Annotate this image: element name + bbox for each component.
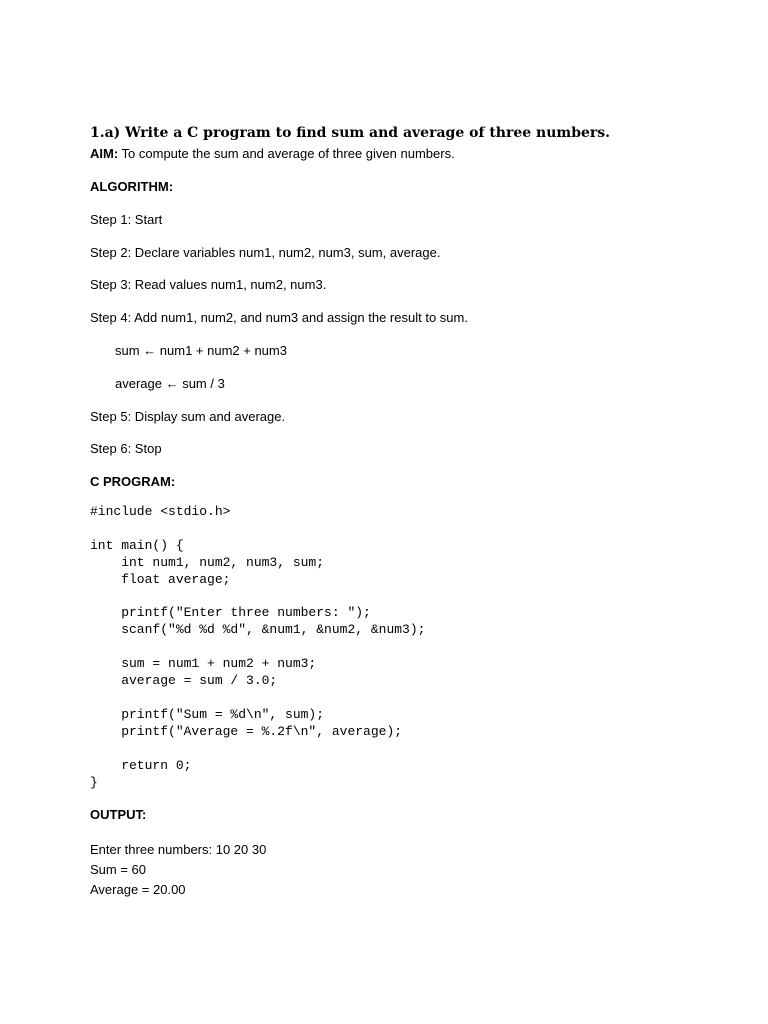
algorithm-step-6: Step 6: Stop xyxy=(90,441,162,456)
aim-paragraph xyxy=(90,146,455,162)
formula-sum: sum ← num1 + num2 + num3 xyxy=(115,343,287,358)
algorithm-heading: ALGORITHM: xyxy=(90,179,174,194)
aim-label: AIM: xyxy=(90,146,119,161)
output-line: Sum = 60 xyxy=(90,862,147,877)
algorithm-step-2: Step 2: Declare variables num1, num2, num3, sum, average. xyxy=(90,245,441,260)
program-heading: C PROGRAM: xyxy=(90,474,176,489)
algorithm-step-5: Step 5: Display sum and average. xyxy=(90,409,286,424)
algorithm-step-4: Step 4: Add num1, num2, and num3 and assign the result to sum. xyxy=(90,310,468,325)
algorithm-step-1: Step 1: Start xyxy=(90,212,163,227)
output-line: Enter three numbers: 10 20 30 xyxy=(90,842,267,857)
output-heading: OUTPUT: xyxy=(90,807,147,822)
algorithm-step-3: Step 3: Read values num1, num2, num3. xyxy=(90,277,327,292)
code-block: #include <stdio.h> int main() { int num1, num2, num3, sum; float average; printf("Enter three numbers: "); scanf("%d %d %d", &num1, &num2, &num3); sum = num1 + num2 + num3; average = sum / 3.0; printf("Sum = %d\n", sum); printf("Average = %.2f\n", average); return 0; } xyxy=(90,504,426,790)
exercise-title: 1.a) Write a C program to find sum and average of three numbers. xyxy=(90,125,611,141)
aim-text: To compute the sum and average of three given numbers. xyxy=(118,146,455,161)
output-block xyxy=(90,840,266,900)
formula-average: average ← sum / 3 xyxy=(115,376,225,391)
output-line: Average = 20.00 xyxy=(90,882,186,897)
